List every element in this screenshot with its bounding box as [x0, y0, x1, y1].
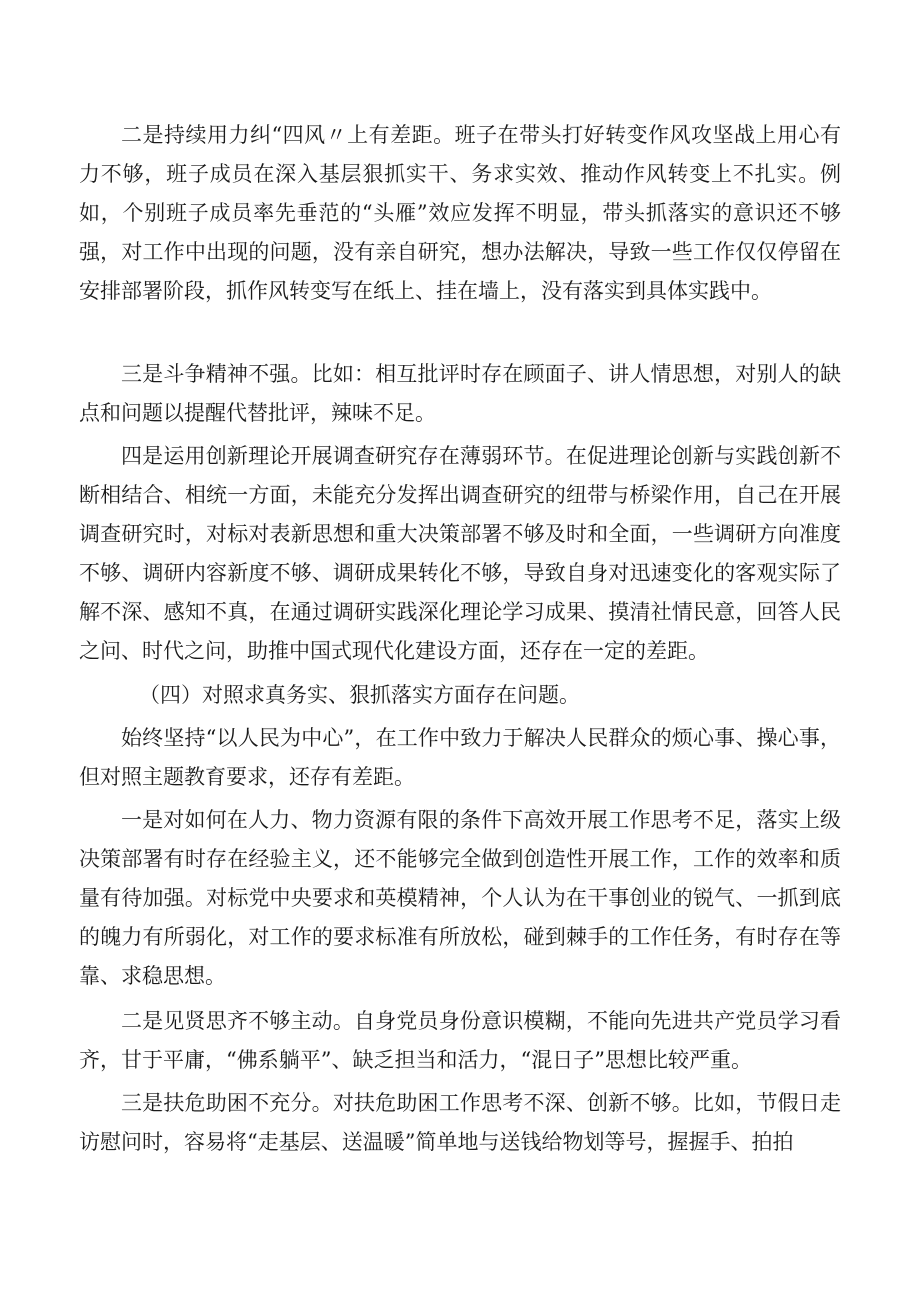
- paragraph-four-winds: 二是持续用力纠“四风〃上有差距。班子在带头打好转变作风攻坚战上用心有力不够，班子成员在深入基层狠抓实干、务求实效、推动作风转变上不扎实。例如，个别班子成员率先垂范的“头雁”效应发挥不明显，带头抓落实的意识还不够强，对工作中出现的问题，没有亲自研究，想办法解决，导致一些工作仅仅停留在安排部署阶段，抓作风转变写在纸上、挂在墙上，没有落实到具体实践中。: [79, 123, 841, 303]
- paragraph-people-centered: 始终坚持“以人民为中心”，在工作中致力于解决人民群众的烦心事、操心事，但对照主题教育要求，还存有差距。: [79, 726, 841, 789]
- paragraph-research: 四是运用创新理论开展调查研究存在薄弱环节。在促进理论创新与实践创新不断相结合、相统一方面，未能充分发挥出调查研究的纽带与桥梁作用，自己在开展调查研究时，对标对表新思想和重大决策部署不够及时和全面，一些调研方向准度不够、调研内容新度不够、调研成果转化不够，导致自身对迅速变化的客观实际了解不深、感知不真，在通过调研实践深化理论学习成果、摸清社情民意，回答人民之问、时代之问，助推中国式现代化建设方面，还存在一定的差距。: [79, 444, 841, 663]
- paragraph-learn-from-virtuous: 二是见贤思齐不够主动。自身党员身份意识模糊，不能向先进共产党员学习看齐，甘于平庸，“佛系躺平”、缺乏担当和活力，“混日子”思想比较严重。: [79, 1009, 841, 1072]
- paragraph-work-efficiency: 一是对如何在人力、物力资源有限的条件下高效开展工作思考不足，落实上级决策部署有时存在经验主义，还不能够完全做到创造性开展工作，工作的效率和质量有待加强。对标党中央要求和英模精神，个人认为在干事创业的锐气、一抓到底的魄力有所弱化，对工作的要求标准有所放松，碰到棘手的工作任务，有时存在等靠、求稳思想。: [79, 808, 841, 988]
- section-heading-four: （四）对照求真务实、狠抓落实方面存在问题。: [139, 683, 580, 707]
- paragraph-help-the-needy: 三是扶危助困不充分。对扶危助困工作思考不深、创新不够。比如，节假日走访慰问时，容易将“走基层、送温暖”简单地与送钱给物划等号，握握手、拍拍: [79, 1091, 841, 1154]
- paragraph-struggle-spirit: 三是斗争精神不强。比如：相互批评时存在顾面子、讲人情思想，对别人的缺点和问题以提醒代替批评，辣味不足。: [79, 362, 841, 425]
